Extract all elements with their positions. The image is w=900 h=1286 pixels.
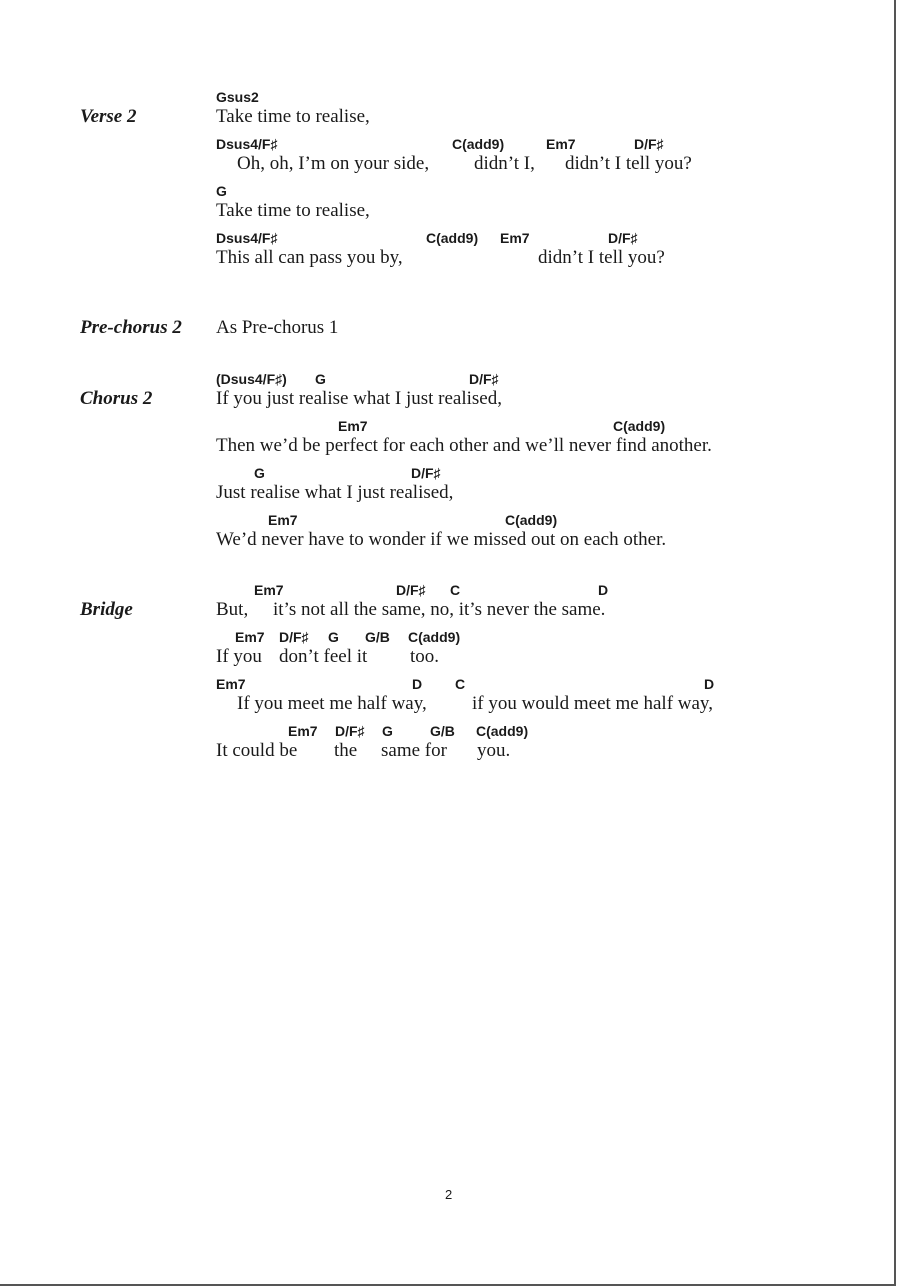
chord: D/F♯ <box>396 582 426 598</box>
chord: D <box>704 676 715 692</box>
chord: C(add9) <box>613 418 666 434</box>
chord: D/F♯ <box>411 465 441 481</box>
chord: Em7 <box>338 418 368 434</box>
chord: C(add9) <box>476 723 529 739</box>
lyric-segment: if you would meet me half way, <box>472 693 713 714</box>
lyric-segment: didn’t I tell you? <box>565 153 692 174</box>
chord: G/B <box>430 723 455 739</box>
chord: C <box>450 582 461 598</box>
lyric-segment: This all can pass you by, <box>216 247 403 268</box>
section-instruction: As Pre-chorus 1 <box>216 317 339 338</box>
lyric-line: Take time to realise, <box>216 106 370 127</box>
chord: D <box>412 676 423 692</box>
lyric-line: Take time to realise, <box>216 200 370 221</box>
lyric-segment: didn’t I tell you? <box>538 247 665 268</box>
lyric-segment: the <box>334 740 358 761</box>
lyric-segment: If you meet me half way, <box>237 693 427 714</box>
chord: Em7 <box>268 512 298 528</box>
chord: Em7 <box>288 723 318 739</box>
lyric-segment: you. <box>477 740 511 761</box>
lyric-segment: didn’t I, <box>474 153 535 174</box>
chord: C(add9) <box>452 136 505 152</box>
lyric-segment: it’s not all the same, no, it’s never the same. <box>273 599 606 620</box>
chord: D/F♯ <box>608 230 638 246</box>
section-label-bridge: Bridge <box>80 599 133 620</box>
chord: G <box>216 183 227 199</box>
chord: D/F♯ <box>335 723 365 739</box>
chord: Dsus4/F♯ <box>216 136 278 152</box>
lyric-segment: don’t feel it <box>279 646 368 667</box>
lyric-line: Just realise what I just realised, <box>216 482 454 503</box>
lyric-line: Then we’d be perfect for each other and we’ll never find another. <box>216 435 712 456</box>
chord: G <box>315 371 326 387</box>
section-label-verse-2: Verse 2 <box>80 106 137 127</box>
chord: (Dsus4/F♯) <box>216 371 287 387</box>
chord: Em7 <box>235 629 265 645</box>
chord: Em7 <box>216 676 246 692</box>
lyric-line: We’d never have to wonder if we missed out on each other. <box>216 529 667 550</box>
lyric-segment: It could be <box>216 740 298 761</box>
section-label-pre-chorus-2: Pre-chorus 2 <box>80 317 182 338</box>
chord: C <box>455 676 466 692</box>
chord: G <box>328 629 339 645</box>
chord: D <box>598 582 609 598</box>
chord: D/F♯ <box>634 136 664 152</box>
lyric-segment: If you <box>216 646 262 667</box>
chord: C(add9) <box>505 512 558 528</box>
chord: C(add9) <box>408 629 461 645</box>
lyric-segment: But, <box>216 599 249 620</box>
chord: G <box>382 723 393 739</box>
chord: Gsus2 <box>216 89 259 105</box>
lyric-line: If you just realise what I just realised, <box>216 388 502 409</box>
chord: C(add9) <box>426 230 479 246</box>
chord: G <box>254 465 265 481</box>
chord: Dsus4/F♯ <box>216 230 278 246</box>
lyric-segment: same for <box>381 740 447 761</box>
lyric-segment: Oh, oh, I’m on your side, <box>237 153 430 174</box>
chord: Em7 <box>546 136 576 152</box>
lyric-segment: too. <box>410 646 440 667</box>
chord: G/B <box>365 629 390 645</box>
chord: D/F♯ <box>469 371 499 387</box>
section-label-chorus-2: Chorus 2 <box>80 388 153 409</box>
page-number: 2 <box>445 1187 453 1202</box>
chord: Em7 <box>500 230 530 246</box>
chord: Em7 <box>254 582 284 598</box>
chord: D/F♯ <box>279 629 309 645</box>
